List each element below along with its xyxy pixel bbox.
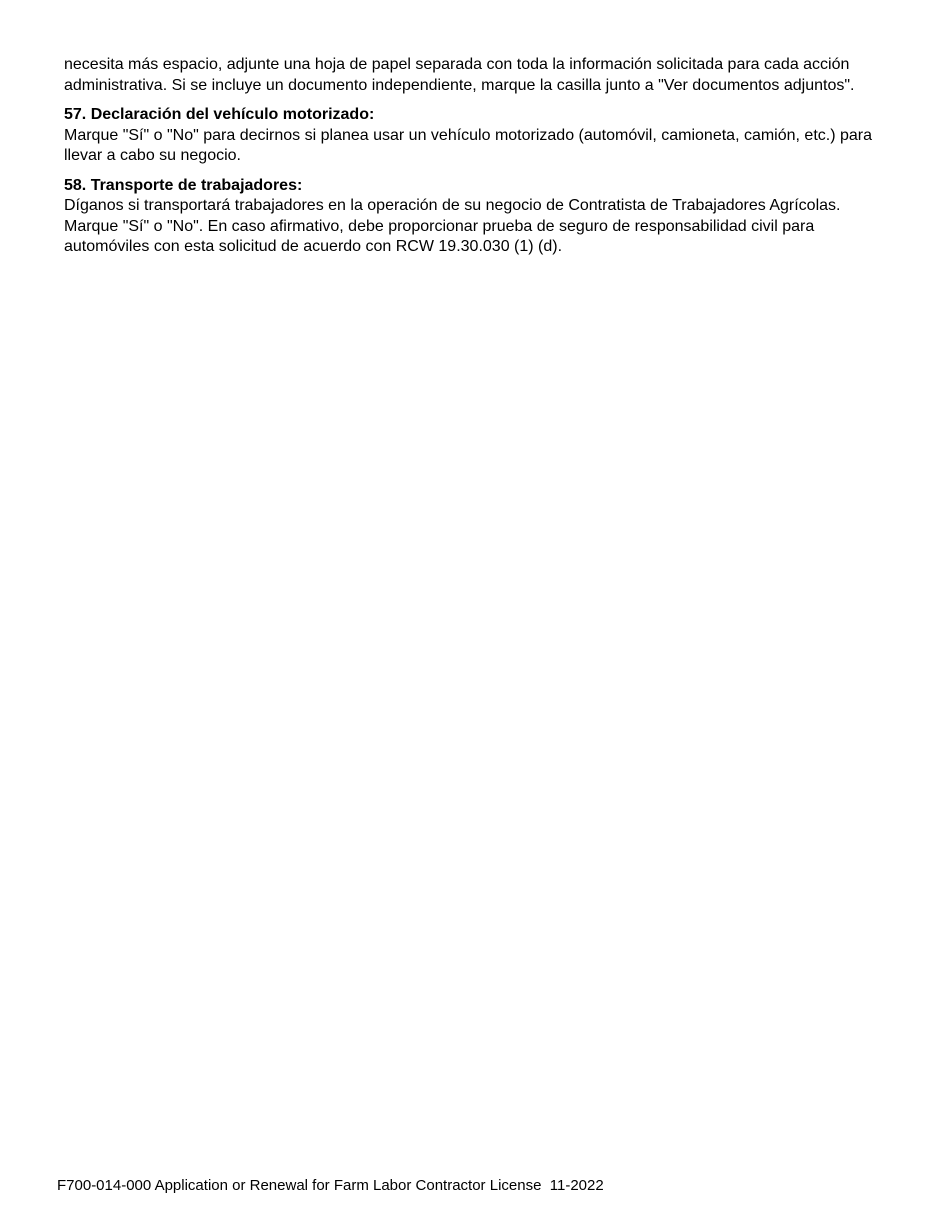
section-motor-vehicle-declaration	[64, 105, 894, 167]
section-heading: 57. Declaración del vehículo motorizado:	[64, 106, 375, 123]
section-body: Díganos si transportará trabajadores en la operación de su negocio de Contratista de Trabajadores Agrícolas. Marque "Sí" o "No". En caso afirmativo, debe proporcionar prueba de seguro de responsabilidad civil para automóviles con esta solicitud de acuerdo con RCW 19.30.030 (1) (d).	[64, 197, 841, 255]
intro-paragraph: necesita más espacio, adjunte una hoja de papel separada con toda la información solicitada para cada acción administrativa. Si se incluye un documento independiente, marque la casilla junto a "Ver documentos adjuntos".	[64, 56, 855, 94]
document-body	[64, 55, 894, 267]
section-heading: 58. Transporte de trabajadores:	[64, 176, 303, 194]
section-body: Marque "Sí" o "No" para decirnos si planea usar un vehículo motorizado (automóvil, camioneta, camión, etc.) para llevar a cabo su negocio.	[64, 126, 873, 164]
section-worker-transport	[64, 176, 894, 258]
page-footer: F700-014-000 Application or Renewal for Farm Labor Contractor License 11-2022	[57, 1177, 604, 1194]
